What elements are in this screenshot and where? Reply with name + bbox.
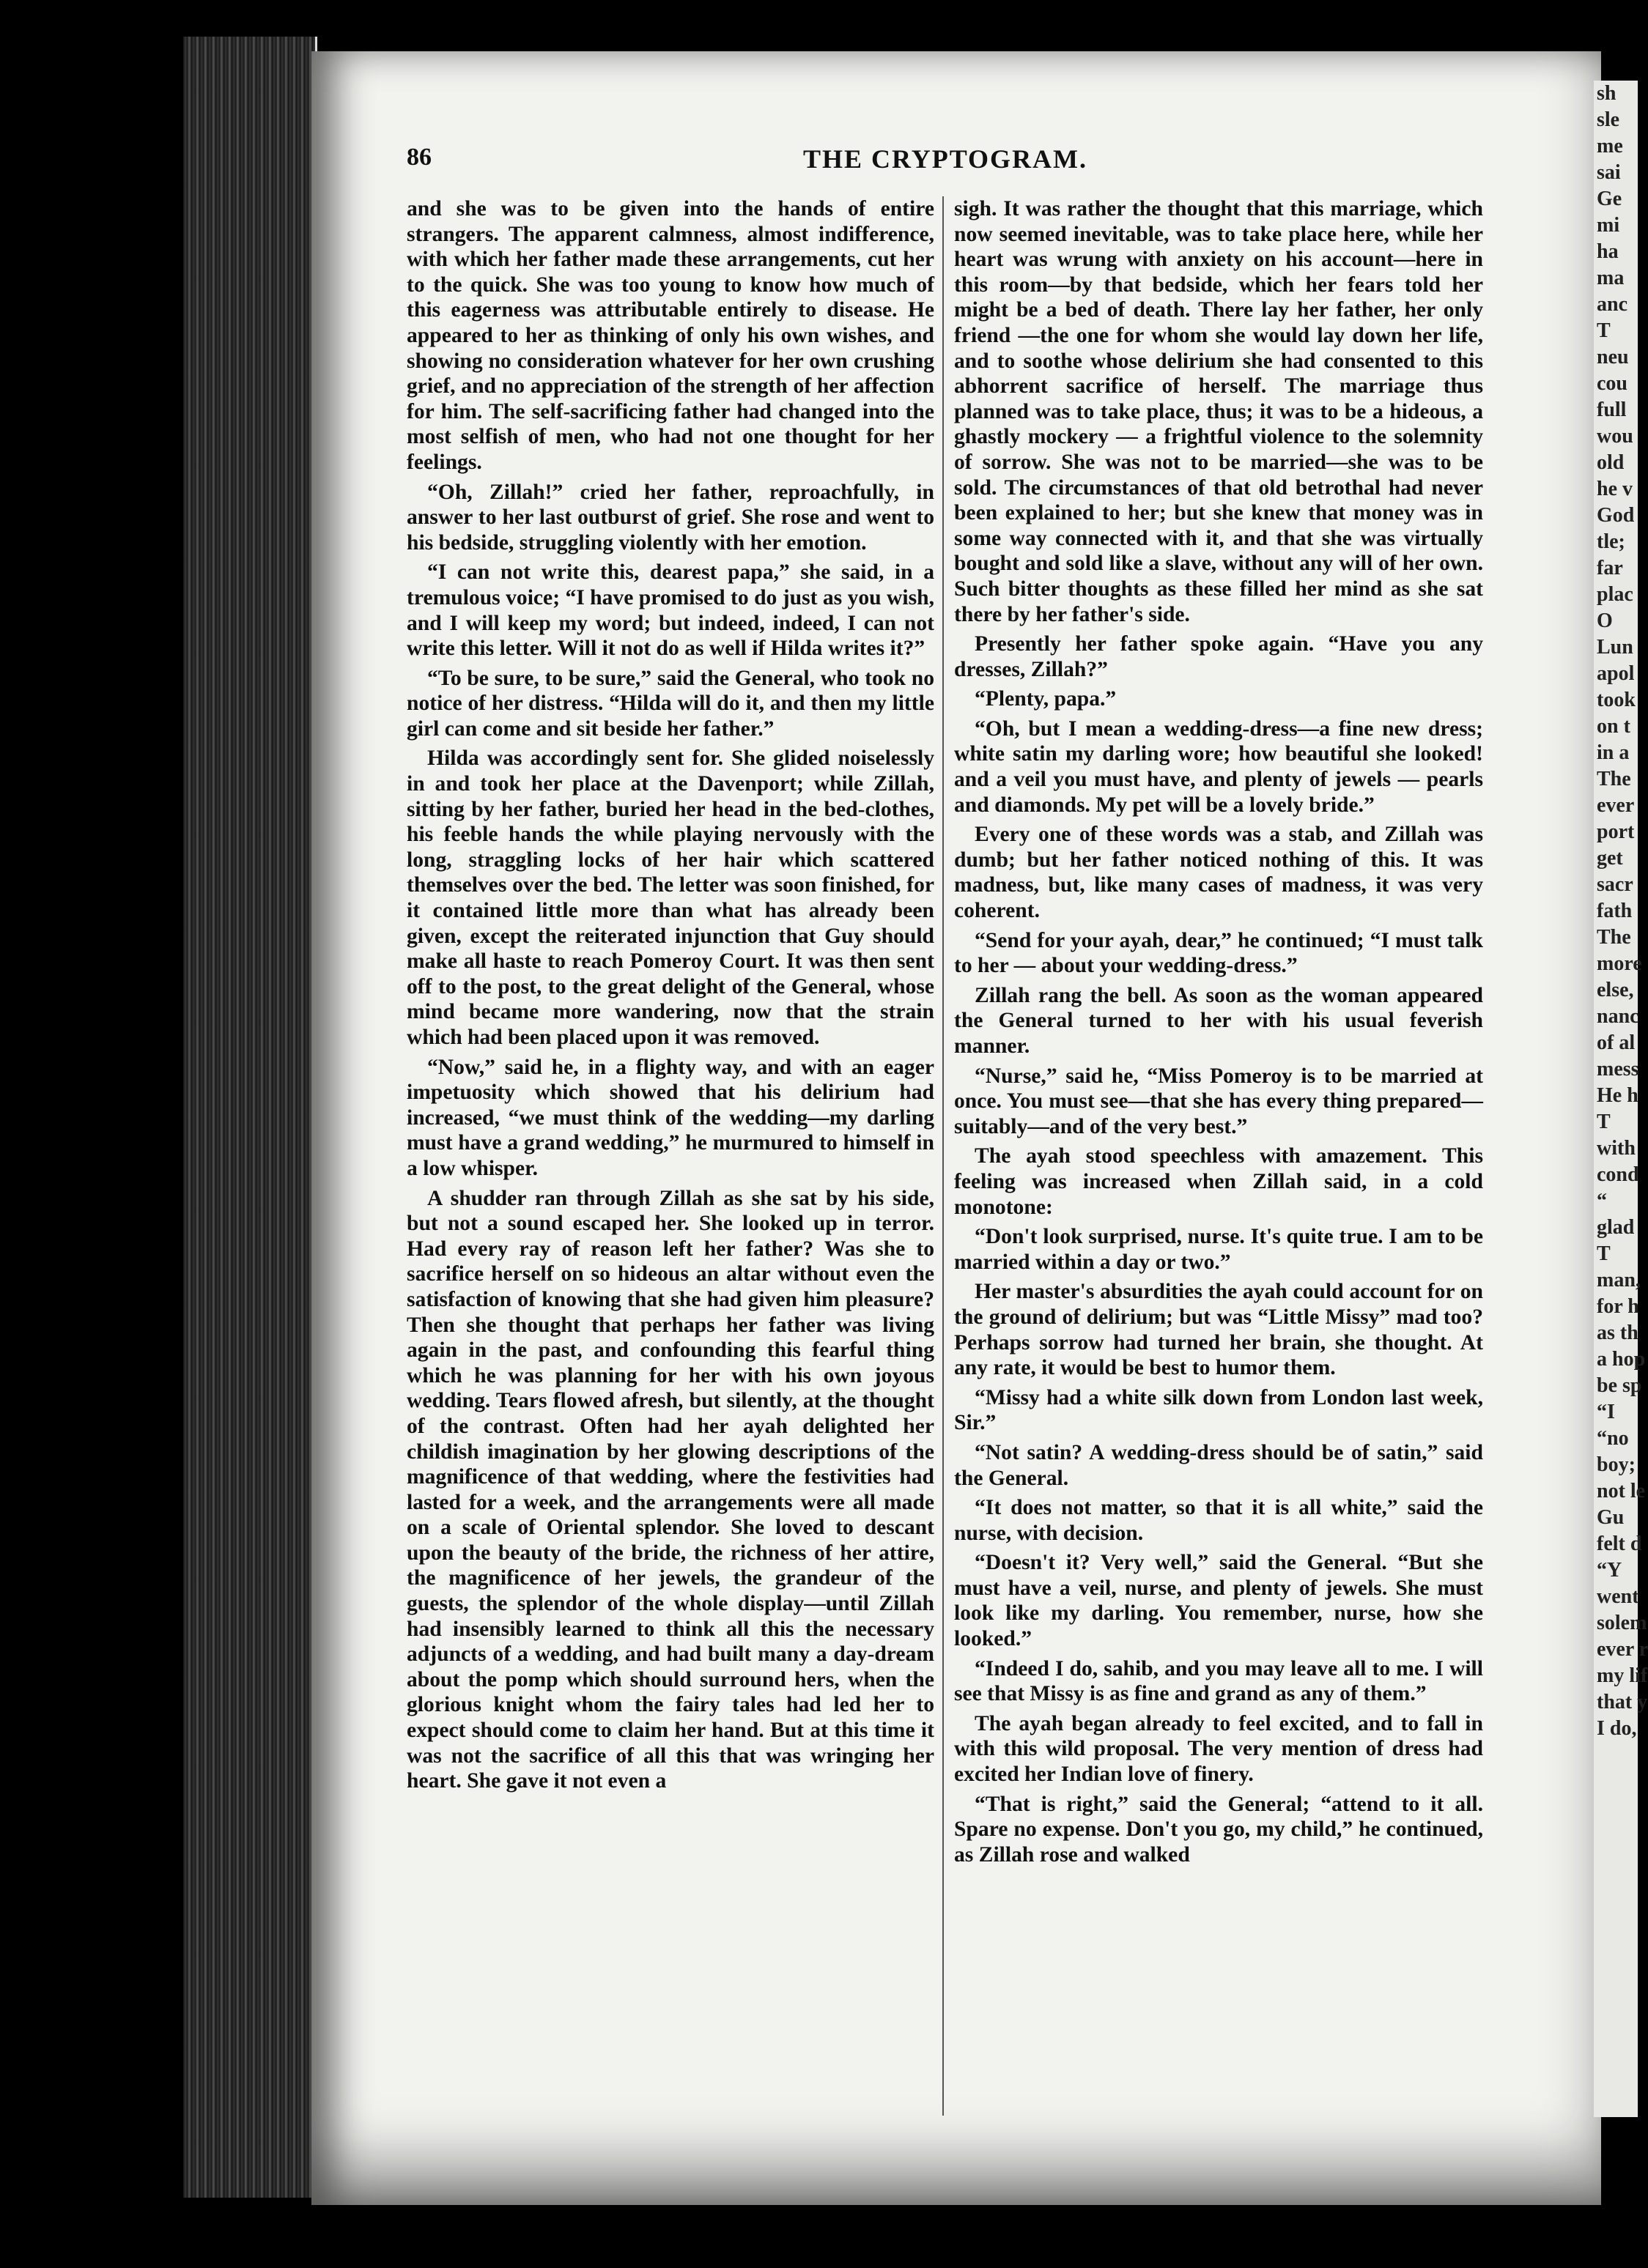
paragraph: Hilda was accordingly sent for. She glided noiselessly in and took her place at the Davenport; while Zillah, sitting by her father, buried her head in the bed-clothes, his feeble hands the while playing nervously with the long, straggling locks of her hair which scattered themselves over the bed. The letter was soon finished, for it contained little more than what has already been given, except the reiterated injunction that Guy should make all haste to reach Pomeroy Court. It was then sent off to the post, to the great delight of the General, whose mind became more wandering, now that the strain which had been placed upon it was removed. [407,746,934,1049]
fragment-text: mi [1597,214,1620,237]
fragment-text: he v [1597,478,1633,500]
fragment-text: went [1597,1585,1639,1608]
fragment-text: I do, [1597,1717,1637,1740]
fragment-text: ever r [1597,1638,1648,1661]
fragment-text: “I [1597,1401,1615,1423]
fragment-text: “Y [1597,1559,1622,1582]
fragment-text: plac [1597,583,1633,606]
fragment-text: neu [1597,346,1629,368]
fragment-text: fath [1597,900,1633,922]
fragment-text: Ge [1597,188,1622,210]
paragraph: A shudder ran through Zillah as she sat by his side, but not a sound escaped her. She looked up in terror. Had every ray of reason left her father? Was she to sacrifice herself on so hideous an altar without even the satisfaction of knowing that she had given him pleasure? Then she thought that perhaps her father was living again in the past, and confounding this fearful thing which he was planning for her with his own joyous wedding. Tears flowed afresh, but silently, at the thought of the contrast. Often had her ayah delighted her childish imagination by her glowing descriptions of the magnificence of that wedding, where the festivities had lasted for a week, and the arrangements were all made on a scale of Oriental splendor. She loved to descant upon the beauty of the bride, the richness of her attire, the magnificence of her jewels, the grandeur of the guests, the splendor of the whole display—until Zillah had insensibly learned to think all this the necessary adjuncts of a wedding, and had built many a day-dream about the pomp which should surround hers, when the glorious knight whom the fairy tales had led her to expect should come to claim her hand. But at this time it was not the sacrifice of all this that was wringing her heart. She gave it not even a [407,1186,934,1793]
fragment-text: He h [1597,1084,1638,1107]
fragment-text: a hop [1597,1348,1646,1371]
paragraph: Presently her father spoke again. “Have you any dresses, Zillah?” [954,632,1483,681]
fragment-text: wou [1597,425,1633,448]
paragraph: “Nurse,” said he, “Miss Pomeroy is to be married at once. You must see—that she has every thing prepared—suitably—and of the very best.” [954,1064,1483,1138]
paragraph: sigh. It was rather the thought that this marriage, which now seemed inevitable, was to take place here, while her heart was wrung with anxiety on his account—here in this room—by that bedside, which her fears told her might be a bed of death. There lay her father, her only friend —the one for whom she would lay down her life, and to soothe whose delirium she had consented to this abhorrent sacrifice of herself. The marriage thus planned was to take place, thus; it was to be a hideous, a ghastly mockery — a frightful violence to the solemnity of sorrow. She was not to be married—she was to be sold. The circumstances of that old betrothal had never been explained to her; but she knew that money was in some way connected with it, and that she was virtually bought and sold like a slave, without any will of her own. Such bitter thoughts as these filled her mind as she sat there by her father's side. [954,197,1483,626]
fragment-text: Lun [1597,636,1633,659]
fragment-text: for h [1597,1295,1639,1318]
paragraph: “That is right,” said the General; “attend to it all. Spare no expense. Don't you go, my child,” he continued, as Zillah rose and walked [954,1792,1483,1867]
fragment-text: The [1597,926,1631,949]
paragraph: The ayah began already to feel excited, and to fall in with this wild proposal. The very mention of dress had excited her Indian love of finery. [954,1711,1483,1787]
fragment-text: sai [1597,161,1621,184]
fragment-text: God [1597,504,1635,527]
fragment-text: T [1597,1111,1611,1133]
paragraph: “Indeed I do, sahib, and you may leave all to me. I will see that Missy is as fine and grand as any of them.” [954,1656,1483,1706]
fragment-text: on t [1597,715,1630,738]
fragment-text: “ [1597,1190,1607,1212]
fragment-text: in a [1597,741,1630,764]
fragment-text: sle [1597,108,1620,131]
fragment-text: solem [1597,1612,1647,1634]
paragraph: Zillah rang the bell. As soon as the woman appeared the General turned to her with his usual feverish manner. [954,983,1483,1058]
paragraph: “Doesn't it? Very well,” said the General. “But she must have a veil, nurse, and plenty of jewels. She must look like my darling. You remember, nurse, how she looked.” [954,1551,1483,1651]
fragment-text: man, [1597,1269,1641,1292]
fragment-text: ha [1597,240,1619,263]
column-divider [942,196,944,2116]
fragment-text: be sp [1597,1374,1642,1397]
fragment-text: old [1597,451,1625,474]
fragment-text: tle; [1597,530,1625,553]
page-header [407,144,1484,180]
fragment-text: nanc [1597,1005,1639,1028]
fragment-text: more [1597,952,1642,975]
fragment-text: T [1597,1242,1611,1265]
paragraph: “Plenty, papa.” [975,687,1117,711]
fragment-text: cou [1597,372,1627,395]
fragment-text: boy; [1597,1453,1636,1476]
running-title: THE CRYPTOGRAM. [802,144,1088,174]
fragment-text: O [1597,609,1613,632]
fragment-text: ever [1597,794,1635,817]
fragment-text: took [1597,689,1636,711]
paragraph: “To be sure, to be sure,” said the General, who took no notice of her distress. “Hilda will do it, and then my little girl can come and sit beside her father.” [407,666,934,741]
left-text-column [407,196,934,2189]
paragraph: The ayah stood speechless with amazement. This feeling was increased when Zillah said, in a cold monotone: [954,1144,1483,1219]
fragment-text: as th [1597,1322,1638,1344]
paragraph: “Send for your ayah, dear,” he continued; “I must talk to her — about your wedding-dress.” [954,928,1483,978]
paragraph: Her master's absurdities the ayah could account for on the ground of delirium; but was “Little Missy” mad too? Perhaps sorrow had turned her brain, she thought. At any rate, it would be best to humor them. [954,1280,1483,1380]
fragment-text: port [1597,820,1635,843]
fragment-text: Gu [1597,1506,1625,1529]
fragment-text: felt d [1597,1533,1642,1555]
fragment-text: not le [1597,1480,1646,1502]
paragraph: Every one of these words was a stab, and Zillah was dumb; but her father noticed nothing of this. It was madness, but, like many cases of madness, it was very coherent. [954,823,1483,923]
fragment-text: glad [1597,1216,1635,1239]
fragment-text: that y [1597,1691,1648,1713]
paragraph: “Oh, Zillah!” cried her father, reproachfully, in answer to her last outburst of grief. She rose and went to his bedside, struggling violently with her emotion. [407,480,934,555]
fragment-text: me [1597,135,1623,158]
fragment-text: The [1597,768,1631,790]
paragraph: “Don't look surprised, nurse. It's quite true. I am to be married within a day or two.” [954,1225,1483,1274]
fragment-text: mess [1597,1058,1639,1081]
page-number: 86 [407,144,432,171]
fragment-text: apol [1597,662,1635,685]
fragment-text: “no [1597,1427,1629,1450]
fragment-text: full [1597,399,1627,421]
paragraph: “Oh, but I mean a wedding-dress—a fine new dress; white satin my darling wore; how beautiful she looked! and a veil you must have, and plenty of jewels — pearls and diamonds. My pet will be a lovely bride.” [954,716,1483,817]
fragment-text: get [1597,847,1623,870]
paragraph: “Now,” said he, in a flighty way, and with an eager impetuosity which showed that his delirium had increased, “we must think of the wedding—my darling must have a grand wedding,” he murmured to himself in a low whisper. [407,1055,934,1180]
fragment-text: cond [1597,1163,1639,1186]
paragraph: “I can not write this, dearest papa,” she said, in a tremulous voice; “I have promised to do just as you wish, and I will keep my word; but indeed, indeed, I can not write this letter. Will it not do as well if Hilda writes it?” [407,560,934,661]
paragraph: “It does not matter, so that it is all white,” said the nurse, with decision. [954,1496,1483,1545]
paragraph: “Not satin? A wedding-dress should be of satin,” said the General. [954,1440,1483,1490]
fragment-text: my lif [1597,1664,1648,1687]
fragment-text: far [1597,557,1623,579]
fragment-text: else, [1597,979,1634,1001]
paragraph: “Missy had a white silk down from London last week, Sir.” [954,1385,1483,1435]
fragment-text: T [1597,319,1611,342]
book-page-edges [183,37,317,2198]
fragment-text: sh [1597,82,1616,105]
fragment-text: sacr [1597,873,1633,896]
fragment-text: anc [1597,293,1627,316]
fragment-text: ma [1597,267,1625,289]
right-text-column [954,196,1483,2189]
fragment-text: with [1597,1137,1636,1160]
paragraph: and she was to be given into the hands of entire strangers. The apparent calmness, almost indifference, with which her father made these arrangements, cut her to the quick. She was too young to know how much of this eagerness was attributable entirely to disease. He appeared to her as thinking of only his own wishes, and showing no consideration whatever for her own crushing grief, and no appreciation of the strength of her affection for him. The self-sacrificing father had changed into the most selfish of men, who had not one thought for her feelings. [407,197,934,474]
fragment-text: of al [1597,1031,1636,1054]
adjacent-page-fragment [1594,81,1648,2117]
